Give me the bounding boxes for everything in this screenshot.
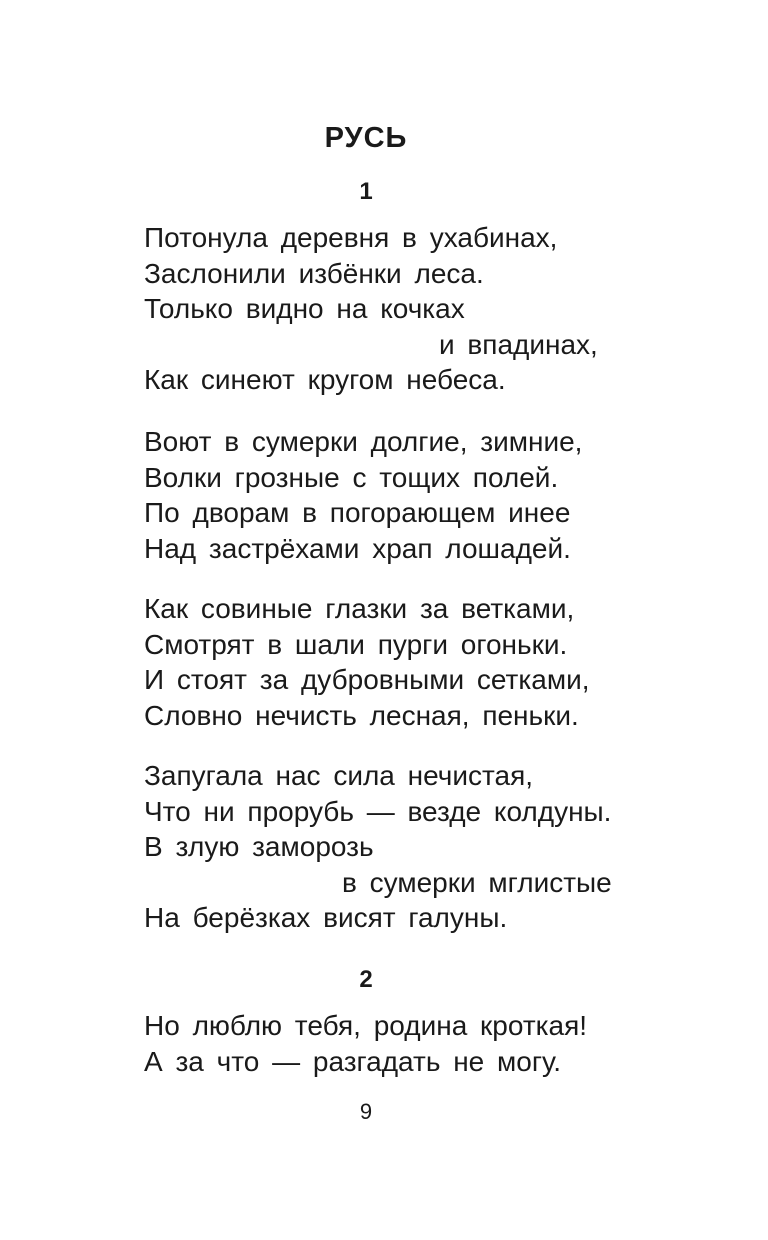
poem-line: Только видно на кочках — [144, 293, 465, 324]
section-number-2: 2 — [359, 966, 373, 993]
poem-line: Запугала нас сила нечистая, — [144, 760, 534, 791]
poem-line: Но люблю тебя, родина кроткая! — [144, 1010, 588, 1041]
stanza-1 — [144, 220, 664, 398]
poem-line: Словно нечисть лесная, пеньки. — [144, 699, 579, 731]
stanza-3 — [144, 591, 664, 733]
page-number: 9 — [359, 1099, 373, 1124]
poem-title: РУСЬ — [324, 122, 408, 154]
poem-line: Заслонили избёнки леса. — [144, 257, 484, 289]
stanza-5 — [144, 1008, 664, 1079]
poem-line: Волки грозные с тощих полей. — [144, 461, 559, 493]
poem-line: На берёзках висят галуны. — [144, 902, 508, 933]
section-number-1: 1 — [359, 178, 373, 205]
poem-line: В злую заморозь — [144, 831, 374, 862]
stanza-4 — [144, 758, 664, 936]
poem-line: Что ни прорубь — везде колдуны. — [144, 795, 612, 827]
poem-line: Как синеют кругом небеса. — [144, 364, 506, 395]
poem-line: Смотрят в шали пурги огоньки. — [144, 628, 568, 660]
poem-line: Как совиные глазки за ветками, — [144, 593, 575, 624]
poem-line: Потонула деревня в ухабинах, — [144, 222, 558, 253]
poem-line: А за что — разгадать не могу. — [144, 1045, 562, 1077]
poem-line-indented: в сумерки мглистые — [342, 866, 612, 898]
stanza-2 — [144, 424, 664, 566]
poem-line: По дворам в погорающем инее — [144, 497, 571, 528]
poem-line-indented: и впадинах, — [439, 328, 598, 360]
poem-line: И стоят за дубровными сетками, — [144, 664, 590, 695]
poem-line: Воют в сумерки долгие, зимние, — [144, 426, 583, 457]
poem-line: Над застрёхами храп лошадей. — [144, 532, 571, 564]
